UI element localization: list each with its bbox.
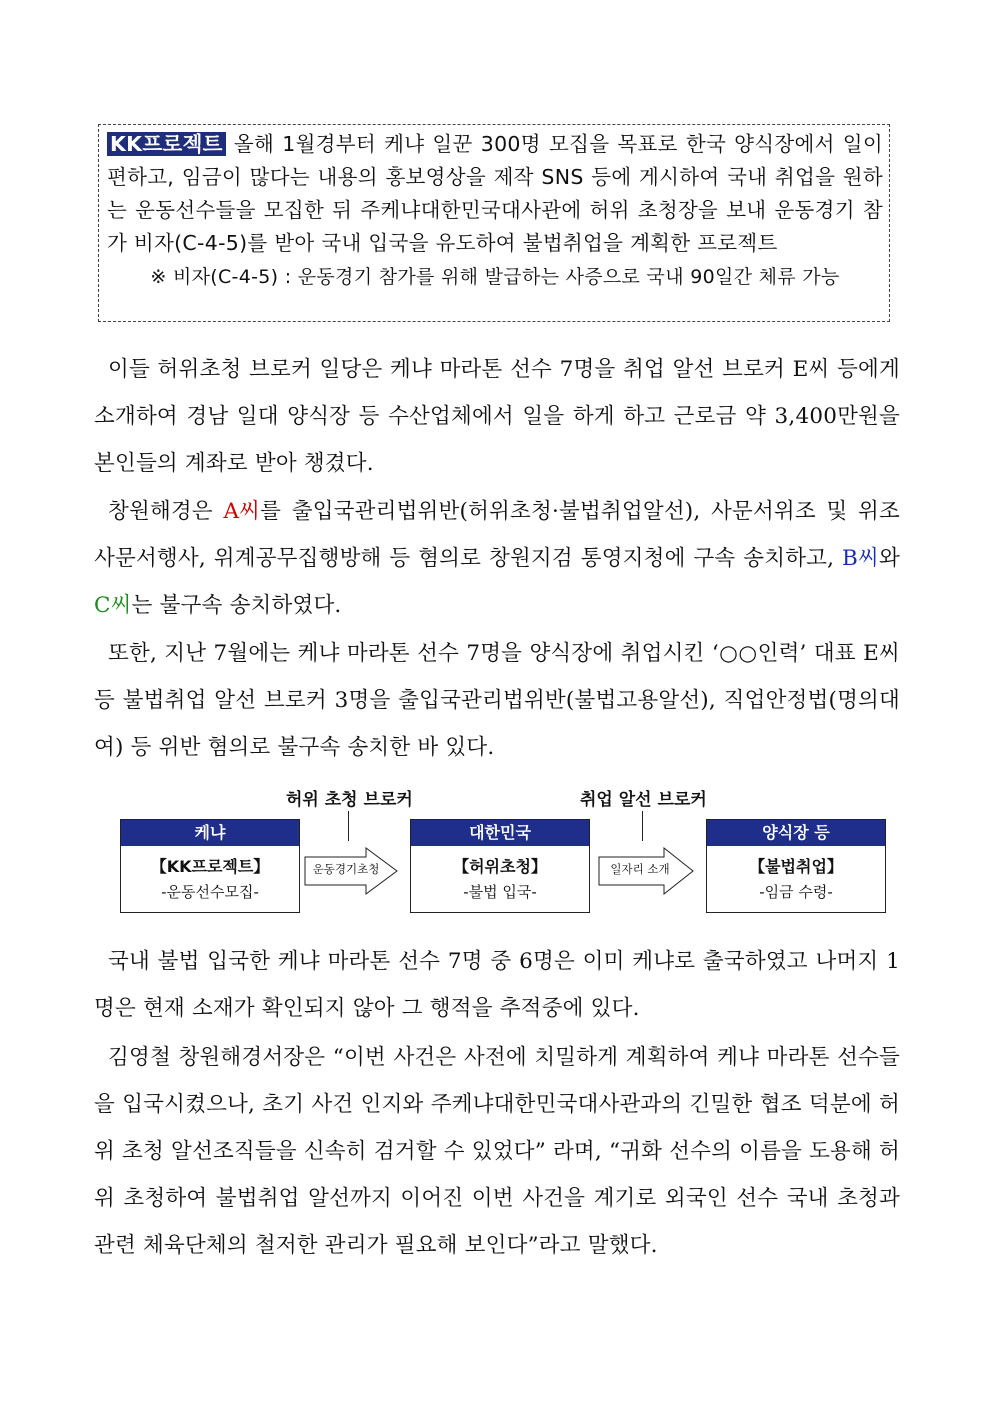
paragraph-broker-activity (94, 346, 900, 487)
paragraph-current-status (94, 938, 900, 1032)
suspect-b: B씨 (842, 546, 880, 571)
flow-box-subtitle: -운동선수모집- (161, 883, 259, 901)
broker-label-invitation: 허위 초청 브로커 (286, 790, 413, 810)
connector-line (348, 811, 349, 841)
paragraph-chief-quote (94, 1034, 900, 1269)
paragraph-text: 또한, 지난 7월에는 케냐 마라톤 선수 7명을 양식장에 취업시킨 ‘○○인력’ 대표 E씨 등 불법취업 알선 브로커 3명을 출입국관리법위반(불법고용알선), 직업안정법(명의대여) 등 위반 혐의로 불구속 송치한 바 있다. (94, 641, 900, 760)
text-segment: 를 출입국관리법위반(허위초청·불법취업알선), 사문서위조 및 위조사문서행사, 위계공무집행방해 등 혐의로 창원지검 통영지청에 구속 송치하고, (94, 499, 900, 571)
project-description: 올해 1월경부터 케냐 일꾼 300명 모집을 목표로 한국 양식장에서 일이 편하고, 임금이 많다는 내용의 홍보영상을 제작 SNS 등에 게시하여 국내 취업을 원하는 운동선수들을 모집한 뒤 주케냐대한민국대사관에 허위 초청장을 보내 운동경기 참가 비자(C-4-5)를 받아 국내 입국을 유도하여 불법취업을 계획한 프로젝트 (107, 132, 883, 255)
paragraph-text: 이들 허위초청 브로커 일당은 케냐 마라톤 선수 7명을 취업 알선 브로커 E씨 등에게 소개하여 경남 일대 양식장 등 수산업체에서 일을 하게 하고 근로금 약 3,400만원을 본인들의 계좌로 받아 챙겼다. (94, 357, 900, 476)
paragraph-arrest (94, 488, 900, 629)
suspect-c: C씨 (94, 593, 132, 618)
arrow-job-referral (598, 847, 694, 895)
flow-box-title: 【KK프로젝트】 (150, 857, 270, 876)
flow-box-header: 양식장 등 (707, 820, 885, 846)
text-segment: 는 불구속 송치하였다. (131, 593, 342, 618)
suspect-a: A씨 (223, 499, 261, 524)
flow-box-subtitle: -임금 수령- (759, 883, 833, 901)
paragraph-text: 국내 불법 입국한 케냐 마라톤 선수 7명 중 6명은 이미 케냐로 출국하였고 나머지 1명은 현재 소재가 확인되지 않아 그 행적을 추적중에 있다. (94, 949, 900, 1021)
visa-note: ※ 비자(C-4-5) : 운동경기 참가를 위해 발급하는 사증으로 국내 90일간 체류 가능 (150, 266, 840, 288)
flow-box-fish-farm (706, 819, 886, 913)
arrow-label: 운동경기초청 (312, 862, 380, 876)
paragraph-previous-case (94, 630, 900, 771)
flow-diagram (118, 785, 888, 917)
paragraph-text (94, 488, 900, 629)
paragraph-text: 김영철 창원해경서장은 “이번 사건은 사전에 치밀하게 계획하여 케냐 마라톤 선수들을 입국시켰으나, 초기 사건 인지와 주케냐대한민국대사관과의 긴밀한 협조 덕분에 허위 초청 알선조직들을 신속히 검거할 수 있었다” 라며, “귀화 선수의 이름을 도용해 허위 초청하여 불법취업 알선까지 이어진 이번 사건을 계기로 외국인 선수 국내 초청과 관련 체육단체의 철저한 관리가 필요해 보인다”라고 말했다. (94, 1045, 900, 1258)
info-box-text (107, 128, 883, 260)
info-box (98, 124, 890, 322)
flow-box-title: 【허위초청】 (453, 857, 547, 876)
flow-box-kenya (120, 819, 300, 913)
arrow-invitation (304, 847, 400, 895)
arrow-label: 일자리 소개 (610, 862, 670, 876)
project-tag: KK프로젝트 (107, 132, 226, 156)
flow-box-title: 【불법취업】 (749, 857, 843, 876)
broker-label-employment: 취업 알선 브로커 (580, 790, 707, 810)
text-segment: 창원해경은 (108, 499, 224, 524)
text-segment: 와 (879, 546, 900, 571)
connector-line (642, 811, 643, 841)
flow-box-header: 케냐 (121, 820, 299, 846)
flow-box-subtitle: -불법 입국- (463, 883, 537, 901)
flow-box-korea (410, 819, 590, 913)
flow-box-header: 대한민국 (411, 820, 589, 846)
